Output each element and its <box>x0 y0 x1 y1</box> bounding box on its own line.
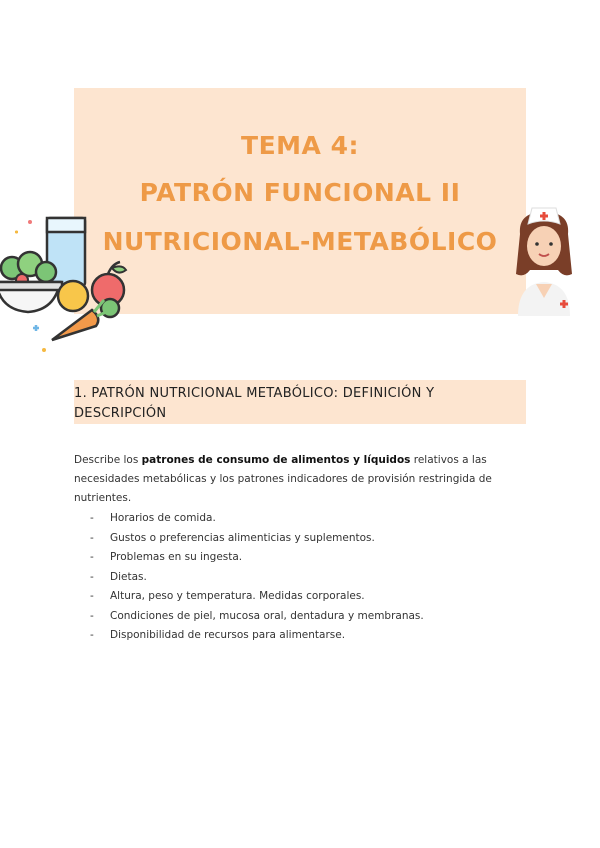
list-item-text: Altura, peso y temperatura. Medidas corporales. <box>110 590 365 602</box>
section-title: 1. PATRÓN NUTRICIONAL METABÓLICO: DEFINICIÓN Y DESCRIPCIÓN <box>74 386 435 421</box>
list-bullet: - <box>90 512 94 524</box>
list-bullet: - <box>90 590 94 602</box>
intro-text-end: relativos a las necesidades metabólicas y los patrones indicadores de provisión restringida de nutrientes. <box>74 454 492 504</box>
list-bullet: - <box>90 570 94 583</box>
characteristics-list <box>90 509 424 646</box>
list-item-text: Disponibilidad de recursos para alimentarse. <box>110 629 346 641</box>
intro-paragraph <box>74 451 526 508</box>
list-item-text: Horarios de comida. <box>110 512 216 524</box>
list-bullet: - <box>90 531 94 544</box>
list-item <box>90 626 424 646</box>
title-line-3: NUTRICIONAL-METABÓLICO <box>102 227 498 256</box>
list-item <box>90 607 424 627</box>
list-item <box>90 529 424 549</box>
list-bullet: - <box>90 551 94 563</box>
list-bullet: - <box>90 629 94 641</box>
list-item-text: Condiciones de piel, mucosa oral, dentadura y membranas. <box>110 609 424 622</box>
list-item <box>90 548 424 568</box>
title-line-1: TEMA 4: <box>241 131 359 160</box>
list-item <box>90 509 424 529</box>
list-item-text: Dietas. <box>110 570 147 583</box>
list-item-text: Gustos o preferencias alimenticias y suplementos. <box>110 531 375 544</box>
nurse-illustration-icon <box>504 204 584 316</box>
intro-text-start: Describe los <box>74 454 142 466</box>
list-item-text: Problemas en su ingesta. <box>110 551 243 563</box>
title-line-2: PATRÓN FUNCIONAL II <box>139 178 461 207</box>
list-item <box>90 568 424 588</box>
list-bullet: - <box>90 609 94 622</box>
list-item <box>90 587 424 607</box>
intro-text-bold: patrones de consumo de alimentos y líquidos <box>141 454 411 466</box>
